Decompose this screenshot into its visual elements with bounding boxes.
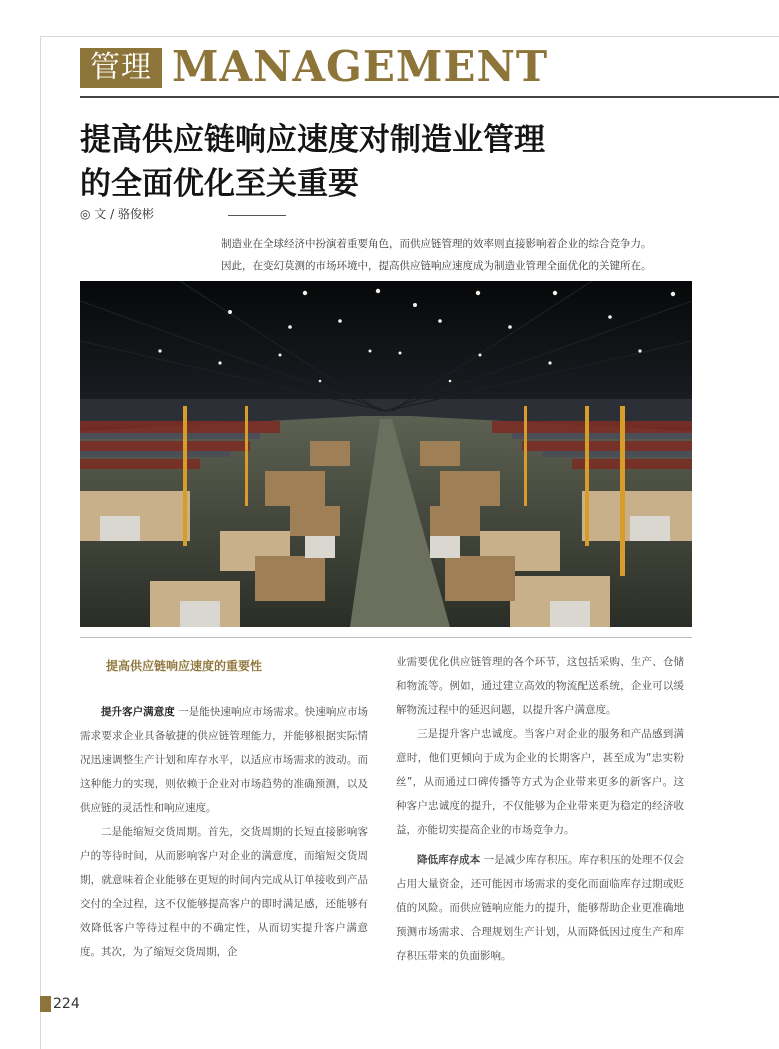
section-heading: 提高供应链响应速度的重要性 (106, 659, 263, 673)
paragraph-5-body: 一是减少库存积压。库存积压的处理不仅会占用大量资金，还可能因市场需求的变化而面临库存过期或贬值的风险。而供应链响应能力的提升，能够帮助企业更准确地预测市场需求、合理规划生产计划，从而降低因过度生产和库存积压带来的负面影响。 (396, 854, 685, 962)
intro-line-1: 制造业在全球经济中扮演着重要角色，而供应链管理的效率则直接影响着企业的综合竞争力。 (221, 238, 652, 250)
header-divider (80, 96, 779, 98)
section-tag-en: MANAGEMENT (172, 42, 549, 91)
byline: ◎ 文 / 骆俊彬 (80, 207, 154, 221)
section-tag-cn: 管理 (80, 48, 162, 88)
article-title (80, 118, 720, 206)
body-column-left (80, 650, 368, 964)
title-line-1: 提高供应链响应速度对制造业管理 (80, 122, 545, 158)
photo-divider (80, 637, 692, 638)
warehouse-photo (80, 281, 692, 627)
paragraph-5 (396, 848, 684, 968)
paragraph-1 (80, 700, 368, 820)
paragraph-4: 三是提升客户忠诚度。当客户对企业的服务和产品感到满意时，他们更倾向于成为企业的长期客户，甚至成为“忠实粉丝”，从而通过口碑传播等方式为企业带来更多的新客户。这种客户忠诚度的提升，不仅能够为企业带来更为稳定的经济收益，亦能切实提高企业的市场竞争力。 (396, 728, 684, 836)
page-number-marker (40, 996, 51, 1012)
paragraph-3: 业需要优化供应链管理的各个环节，这包括采购、生产、仓储和物流等。例如，通过建立高效的物流配送系统，企业可以缓解物流过程中的延迟问题，以提升客户满意度。 (396, 656, 684, 716)
page-top-rule (40, 36, 779, 37)
page-number: 224 (53, 996, 80, 1012)
paragraph-5-lead: 降低库存成本 (417, 854, 481, 866)
intro-paragraph (200, 233, 680, 277)
intro-line-2: 因此，在变幻莫测的市场环境中，提高供应链响应速度成为制造业管理全面优化的关键所在。 (221, 260, 652, 272)
paragraph-1-lead: 提升客户满意度 (101, 706, 175, 718)
paragraph-1-body: 一是能快速响应市场需求。快速响应市场需求要求企业具备敏捷的供应链管理能力，并能够根据实际情况迅速调整生产计划和库存水平，以适应市场需求的波动。而这种能力的实现，则依赖于企业对市场趋势的准确预测，以及供应链的灵活性和响应速度。 (80, 706, 369, 814)
byline-rule (228, 215, 286, 216)
body-column-right (396, 650, 684, 968)
title-line-2: 的全面优化至关重要 (80, 166, 359, 202)
page-left-rule (40, 36, 41, 1049)
paragraph-2: 二是能缩短交货周期。首先，交货周期的长短直接影响客户的等待时间，从而影响客户对企业的满意度，而缩短交货周期，就意味着企业能够在更短的时间内完成从订单接收到产品交付的全过程，这不仅能够提高客户的即时满足感，还能够有效降低客户等待过程中的不确定性，从而切实提升客户满意度。其次，为了缩短交货周期，企 (80, 826, 368, 958)
